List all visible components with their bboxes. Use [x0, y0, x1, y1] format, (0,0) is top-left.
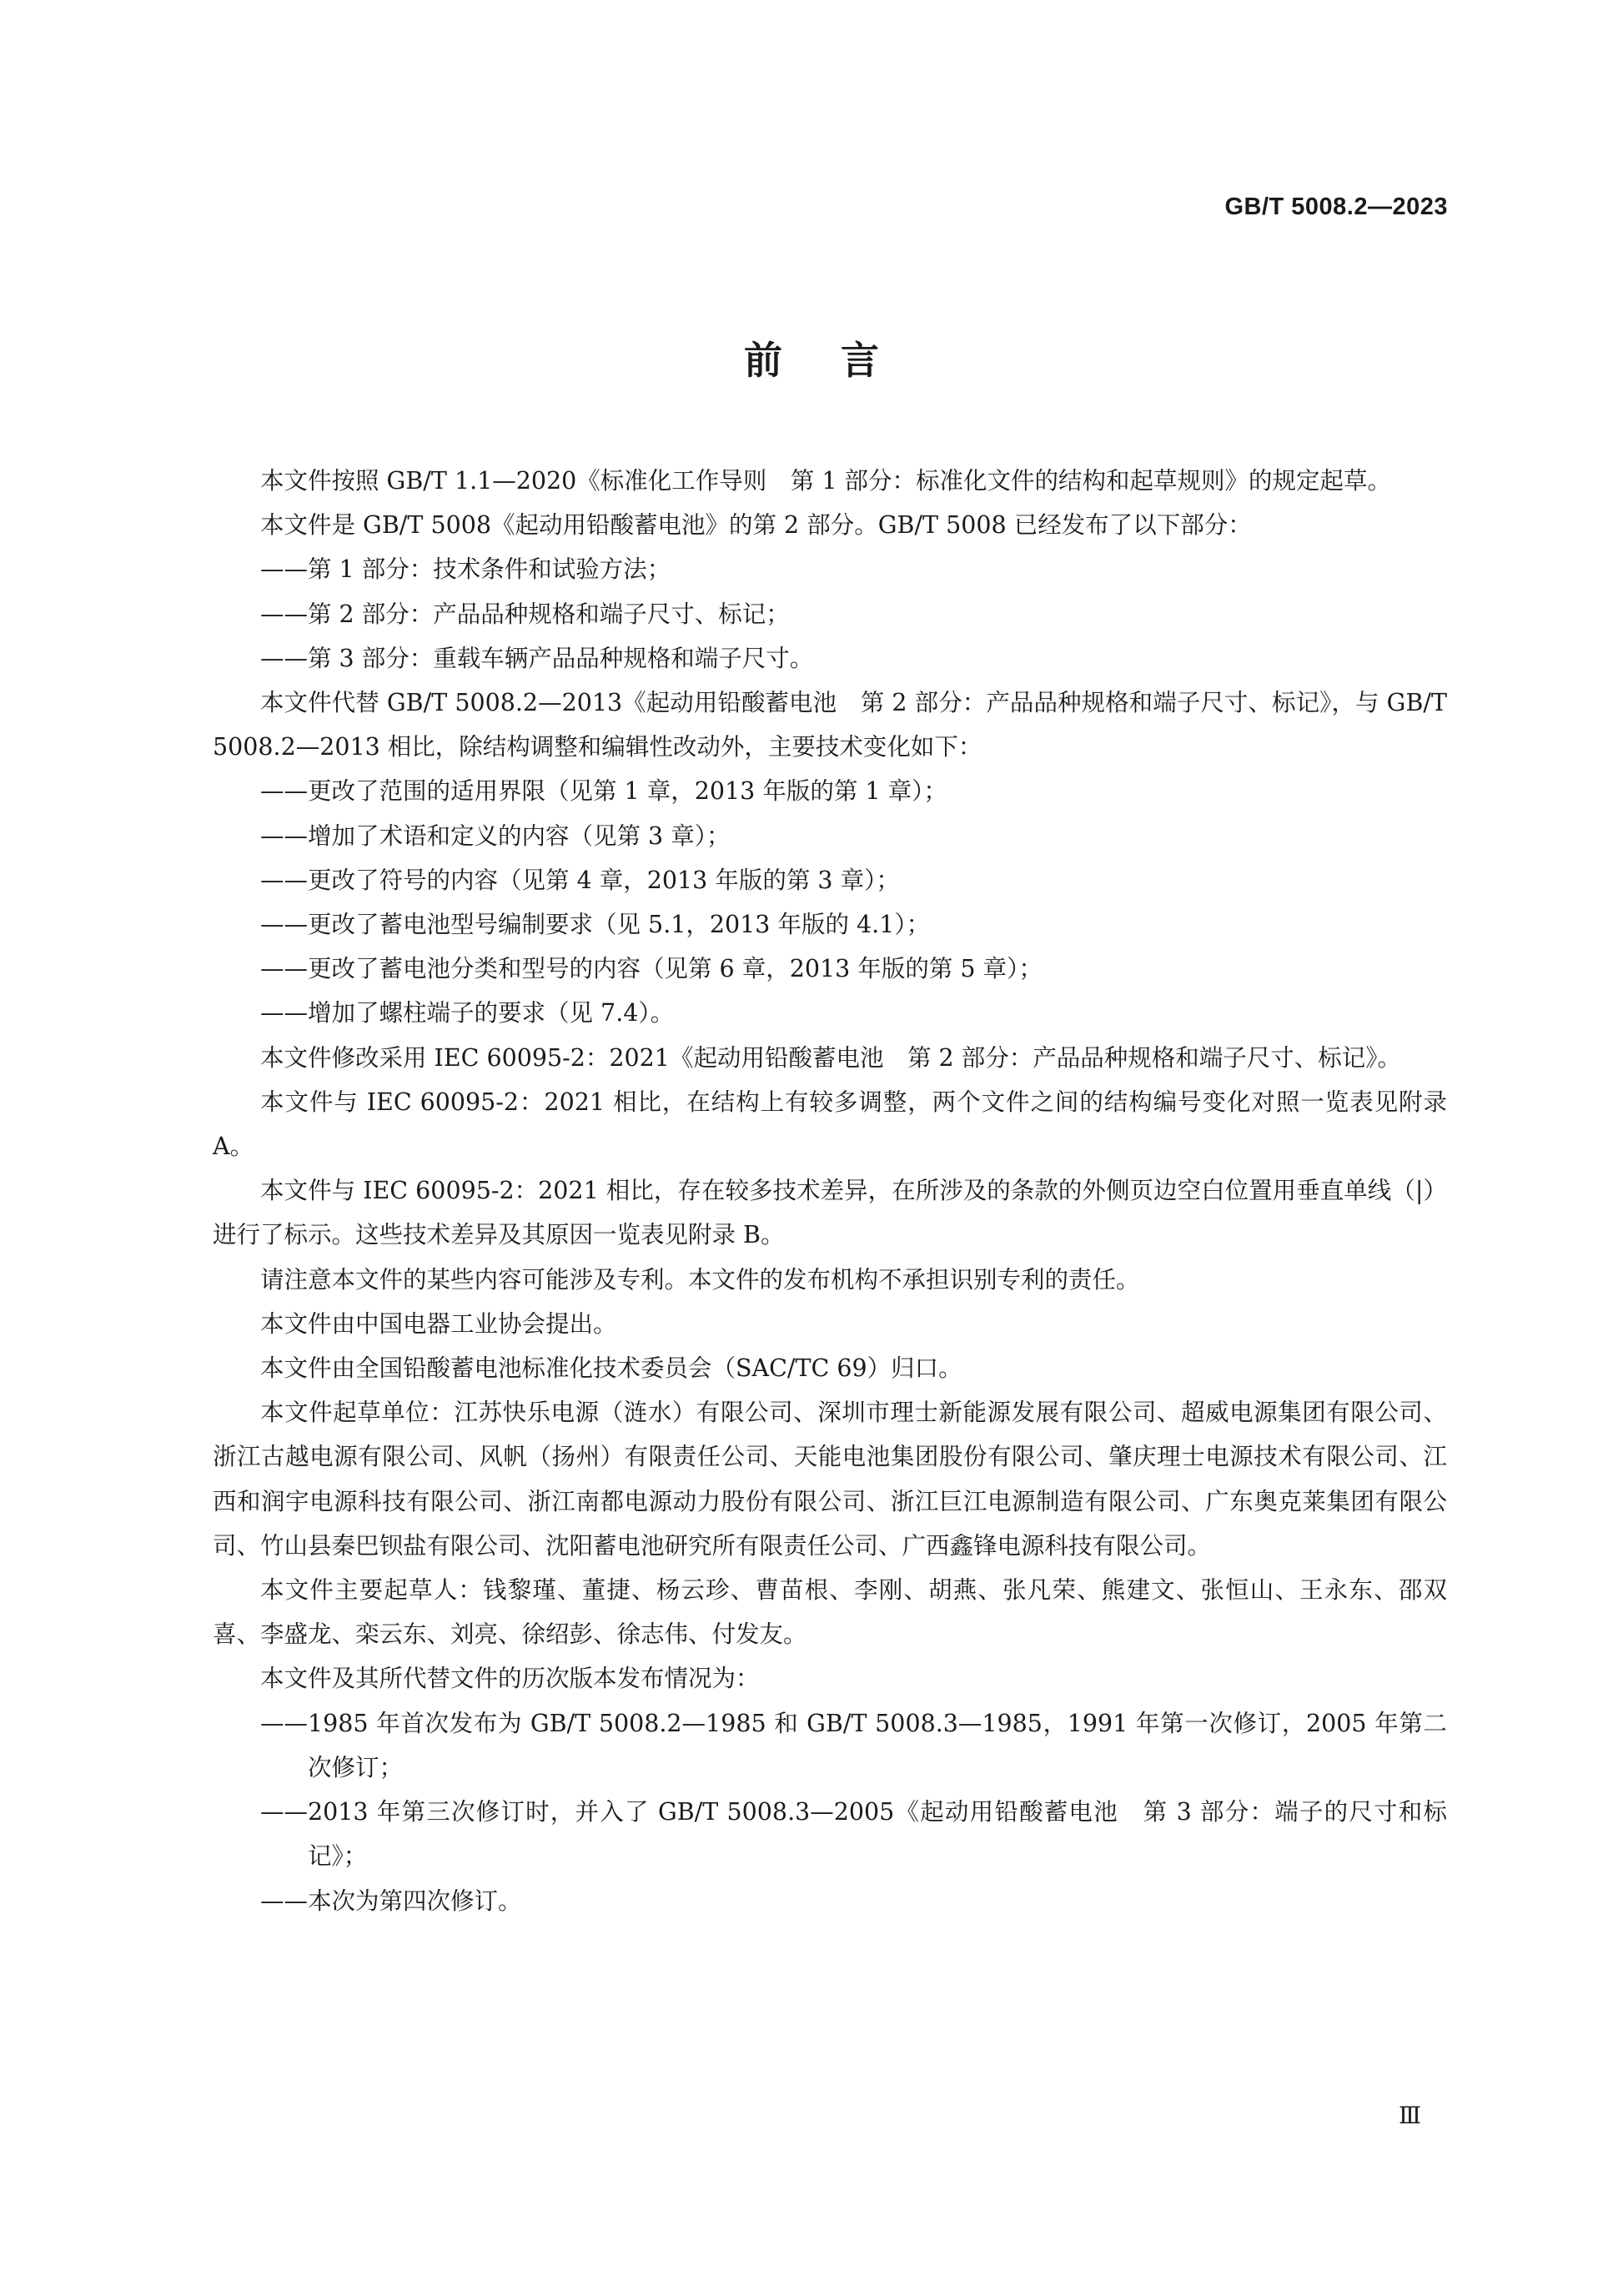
paragraph: 本文件主要起草人：钱黎瑾、董捷、杨云珍、曹苗根、李刚、胡燕、张凡荣、熊建文、张恒山、王永东、邵双喜、李盛龙、栾云东、刘亮、徐绍彭、徐志伟、付发友。	[213, 1576, 1447, 1649]
list-item: ——更改了蓄电池型号编制要求（见 5.1，2013 年版的 4.1）；	[260, 911, 931, 939]
list-item: ——更改了范围的适用界限（见第 1 章，2013 年版的第 1 章）；	[260, 777, 947, 806]
paragraph: 本文件及其所代替文件的历次版本发布情况为：	[260, 1665, 760, 1693]
list-item: ——2013 年第三次修订时，并入了 GB/T 5008.3—2005《起动用铅酸蓄电池 第 3 部分：端子的尺寸和标记》；	[260, 1798, 1447, 1871]
page-number: Ⅲ	[1398, 2103, 1420, 2129]
foreword-body	[213, 459, 1447, 1923]
list-item: ——第 2 部分：产品品种规格和端子尺寸、标记；	[260, 600, 790, 628]
paragraph: 本文件由中国电器工业协会提出。	[260, 1309, 617, 1338]
paragraph: 本文件与 IEC 60095-2：2021 相比，存在较多技术差异，在所涉及的条款的外侧页边空白位置用垂直单线（|）进行了标示。这些技术差异及其原因一览表见附录 B。	[213, 1177, 1447, 1249]
paragraph: 本文件按照 GB/T 1.1—2020《标准化工作导则 第 1 部分：标准化文件的结构和起草规则》的规定起草。	[260, 467, 1392, 495]
list-item: ——增加了术语和定义的内容（见第 3 章）；	[260, 821, 731, 850]
paragraph: 本文件代替 GB/T 5008.2—2013《起动用铅酸蓄电池 第 2 部分：产品品种规格和端子尺寸、标记》，与 GB/T 5008.2—2013 相比，除结构调整和编辑性改动外，主要技术变化如下：	[213, 689, 1447, 761]
standard-code-header: GB/T 5008.2—2023	[1224, 193, 1448, 220]
paragraph: 请注意本文件的某些内容可能涉及专利。本文件的发布机构不承担识别专利的责任。	[260, 1265, 1140, 1294]
page-title: 前言	[744, 338, 937, 383]
list-item: ——第 3 部分：重载车辆产品品种规格和端子尺寸。	[260, 644, 814, 672]
list-item: ——1985 年首次发布为 GB/T 5008.2—1985 和 GB/T 5008.3—1985，1991 年第一次修订，2005 年第二次修订；	[260, 1709, 1447, 1781]
paragraph: 本文件是 GB/T 5008《起动用铅酸蓄电池》的第 2 部分。GB/T 5008 已经发布了以下部分：	[260, 511, 1252, 540]
list-item: ——更改了蓄电池分类和型号的内容（见第 6 章，2013 年版的第 5 章）；	[260, 955, 1043, 983]
list-item: ——增加了螺柱端子的要求（见 7.4）。	[260, 999, 675, 1027]
list-item: ——第 1 部分：技术条件和试验方法；	[260, 555, 671, 584]
paragraph: 本文件起草单位：江苏快乐电源（涟水）有限公司、深圳市理士新能源发展有限公司、超威电源集团有限公司、浙江古越电源有限公司、风帆（扬州）有限责任公司、天能电池集团股份有限公司、肇庆理士电源技术有限公司、江西和润宇电源科技有限公司、浙江南都电源动力股份有限公司、浙江巨江电源制造有限公司、广东奥克莱集团有限公司、竹山县秦巴钡盐有限公司、沈阳蓄电池研究所有限责任公司、广西鑫锋电源科技有限公司。	[213, 1399, 1447, 1560]
paragraph: 本文件由全国铅酸蓄电池标准化技术委员会（SAC/TC 69）归口。	[260, 1354, 962, 1383]
paragraph: 本文件与 IEC 60095-2：2021 相比，在结构上有较多调整，两个文件之间的结构编号变化对照一览表见附录 A。	[213, 1088, 1447, 1161]
list-item: ——更改了符号的内容（见第 4 章，2013 年版的第 3 章）；	[260, 866, 900, 894]
paragraph: 本文件修改采用 IEC 60095-2：2021《起动用铅酸蓄电池 第 2 部分：产品品种规格和端子尺寸、标记》。	[260, 1043, 1401, 1072]
list-item: ——本次为第四次修订。	[260, 1887, 522, 1915]
